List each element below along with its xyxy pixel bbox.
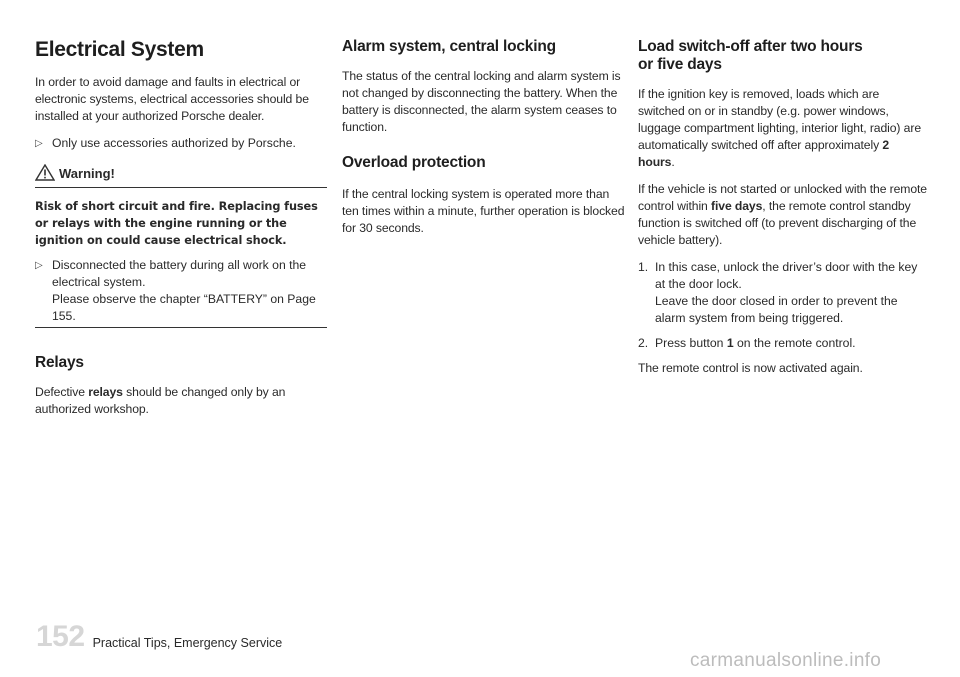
final-note: The remote control is now activated again. <box>638 361 863 375</box>
relays-text: Defective relays should be changed only by an authorized workshop. <box>35 385 286 416</box>
step-2-text: Press button 1 on the remote control. <box>655 336 856 350</box>
triangle-right-icon: ▷ <box>35 138 43 149</box>
step-1 <box>638 259 928 327</box>
page-number: 152 <box>36 620 85 653</box>
load-switchoff-heading: Load switch-off after two hours or five days <box>638 38 863 73</box>
warning-label: Warning! <box>59 166 115 181</box>
accessory-tip-text: Only use accessories authorized by Porsche. <box>52 136 296 150</box>
column-left <box>35 38 327 428</box>
section-title: Practical Tips, Emergency Service <box>92 636 283 650</box>
warning-divider <box>35 327 327 328</box>
warning-note-text: Please observe the chapter “BATTERY” on Page 155. <box>52 292 316 323</box>
electrical-system-heading: Electrical System <box>35 38 204 61</box>
warning-action-text: Disconnected the battery during all work on the electrical system. <box>52 258 307 289</box>
column-right <box>638 38 928 387</box>
alarm-heading: Alarm system, central locking <box>342 38 556 55</box>
accessory-tip <box>35 135 327 152</box>
step-2-number: 2. <box>638 336 649 350</box>
relays-heading: Relays <box>35 354 84 371</box>
step-1-note: Leave the door closed in order to prevent the alarm system from being triggered. <box>655 294 898 325</box>
column-middle <box>342 38 627 247</box>
overload-text: If the central locking system is operated more than ten times within a minute, further operation is blocked for 30 seconds. <box>342 187 625 235</box>
overload-heading: Overload protection <box>342 154 486 171</box>
triangle-right-icon: ▷ <box>35 260 43 271</box>
load-para-1: If the ignition key is removed, loads which are switched on or in standby (e.g. power windows, luggage compartment lighting, interior light, radio) are automatically switched off after approximately 2 hours. <box>638 87 921 169</box>
warning-text: Risk of short circuit and fire. Replacing fuses or relays with the engine running or the ignition on could cause electrical shock. <box>35 200 318 247</box>
watermark: carmanualsonline.info <box>690 650 882 671</box>
page-footer <box>36 622 282 652</box>
step-1-text: In this case, unlock the driver’s door with the key at the door lock. <box>655 260 918 291</box>
electrical-intro: In order to avoid damage and faults in electrical or electronic systems, electrical accessories should be installed at your authorized Porsche dealer. <box>35 75 309 123</box>
alarm-text: The status of the central locking and alarm system is not changed by disconnecting the battery. When the battery is disconnected, the alarm system ceases to function. <box>342 69 621 134</box>
warning-action <box>35 257 327 325</box>
warning-triangle-icon <box>35 164 55 181</box>
step-2 <box>638 335 928 352</box>
load-para-2: If the vehicle is not started or unlocked with the remote control within five days, the remote control standby function is switched off (to prevent discharging of the vehicle battery). <box>638 182 927 247</box>
warning-header <box>35 164 327 188</box>
step-1-number: 1. <box>638 260 649 274</box>
